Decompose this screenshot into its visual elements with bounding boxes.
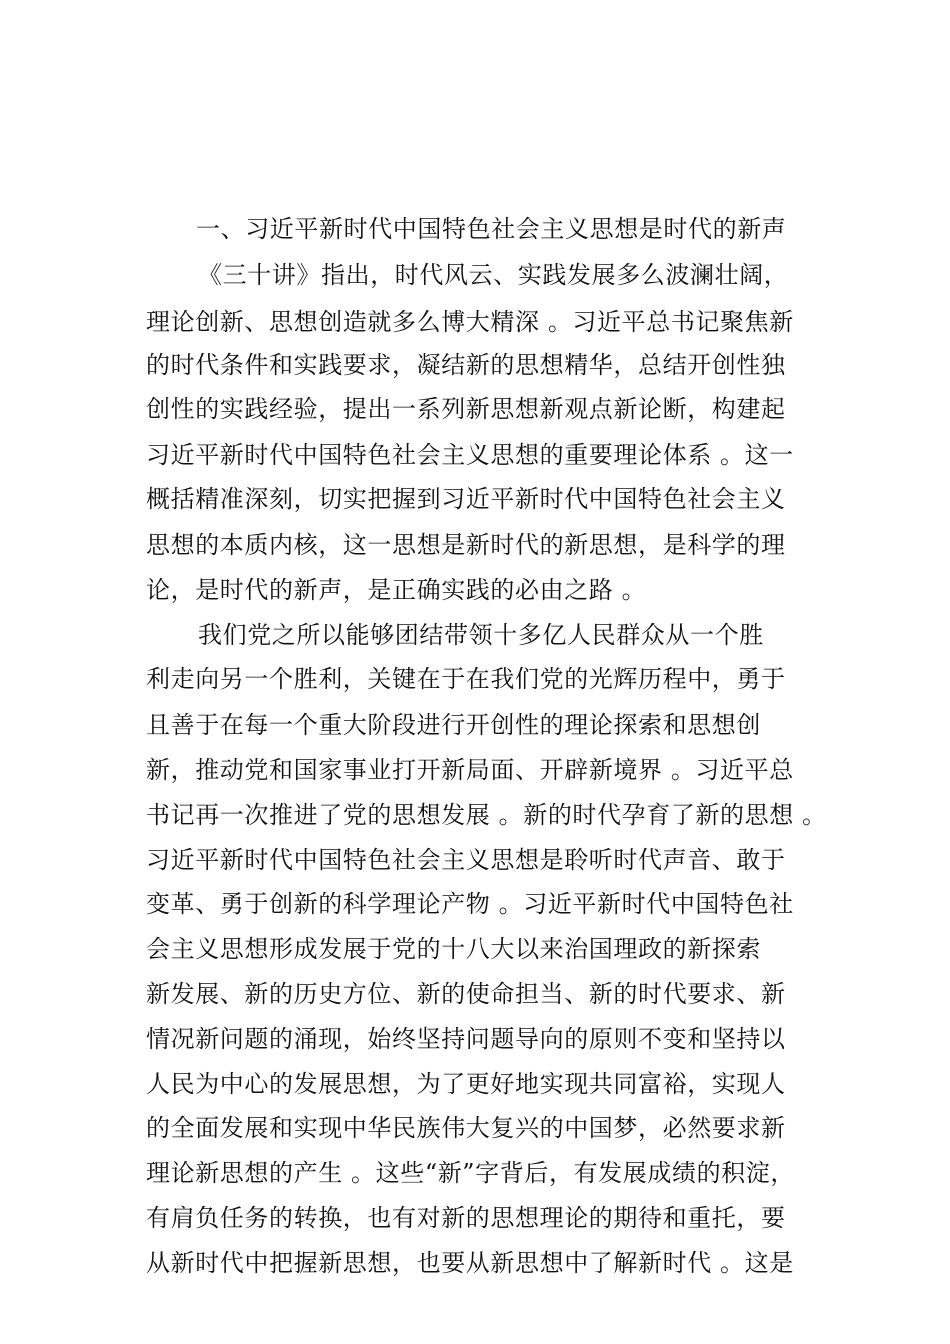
paragraph-line: 的全面发展和实现中华民族伟大复兴的中国梦，必然要求新 bbox=[146, 1114, 786, 1142]
paragraph-line: 从新时代中把握新思想，也要从新思想中了解新时代 。这是 bbox=[146, 1249, 794, 1277]
paragraph-line: 理论新思想的产生 。这些“新”字背后，有发展成绩的积淀， bbox=[146, 1159, 795, 1187]
paragraph-line: 人民为中心的发展思想，为了更好地实现共同富裕，实现人 bbox=[146, 1070, 786, 1098]
section-heading: 一、习近平新时代中国特色社会主义思想是时代的新声 bbox=[196, 215, 787, 243]
paragraph-line: 创性的实践经验，提出一系列新思想新观点新论断，构建起 bbox=[146, 395, 786, 423]
paragraph-line: 思想的本质内核，这一思想是新时代的新思想，是科学的理 bbox=[146, 531, 786, 559]
paragraph-line: 变革、勇于创新的科学理论产物 。习近平新时代中国特色社 bbox=[146, 890, 794, 918]
paragraph-line: 《三十讲》指出，时代风云、实践发展多么波澜壮阔， bbox=[198, 261, 789, 289]
paragraph-line: 理论创新、思想创造就多么博大精深 。习近平总书记聚焦新 bbox=[146, 308, 794, 336]
paragraph-line: 会主义思想形成发展于党的十八大以来治国理政的新探索 bbox=[146, 935, 761, 963]
paragraph-line: 习近平新时代中国特色社会主义思想是聆听时代声音、敢于 bbox=[146, 846, 786, 874]
paragraph-line: 我们党之所以能够团结带领十多亿人民群众从一个胜 bbox=[198, 621, 764, 649]
paragraph-line: 习近平新时代中国特色社会主义思想的重要理论体系 。这一 bbox=[146, 441, 794, 469]
paragraph-line: 新，推动党和国家事业打开新局面、开辟新境界 。习近平总 bbox=[146, 756, 794, 784]
paragraph-line: 利走向另一个胜利，关键在于在我们党的光辉历程中，勇于 bbox=[146, 665, 786, 693]
paragraph-line: 且善于在每一个重大阶段进行开创性的理论探索和思想创 bbox=[146, 711, 761, 739]
paragraph-line: 情况新问题的涌现，始终坚持问题导向的原则不变和坚持以 bbox=[146, 1025, 786, 1053]
paragraph-line: 的时代条件和实践要求，凝结新的思想精华，总结开创性独 bbox=[146, 351, 786, 379]
paragraph-line: 有肩负任务的转换，也有对新的思想理论的期待和重托，要 bbox=[146, 1204, 786, 1232]
paragraph-line: 新发展、新的历史方位、新的使命担当、新的时代要求、新 bbox=[146, 980, 786, 1008]
paragraph-line: 概括精准深刻，切实把握到习近平新时代中国特色社会主义 bbox=[146, 485, 786, 513]
paragraph-line: 书记再一次推进了党的思想发展 。新的时代孕育了新的思想 。 bbox=[146, 801, 827, 829]
paragraph-line: 论，是时代的新声，是正确实践的必由之路 。 bbox=[146, 576, 647, 604]
